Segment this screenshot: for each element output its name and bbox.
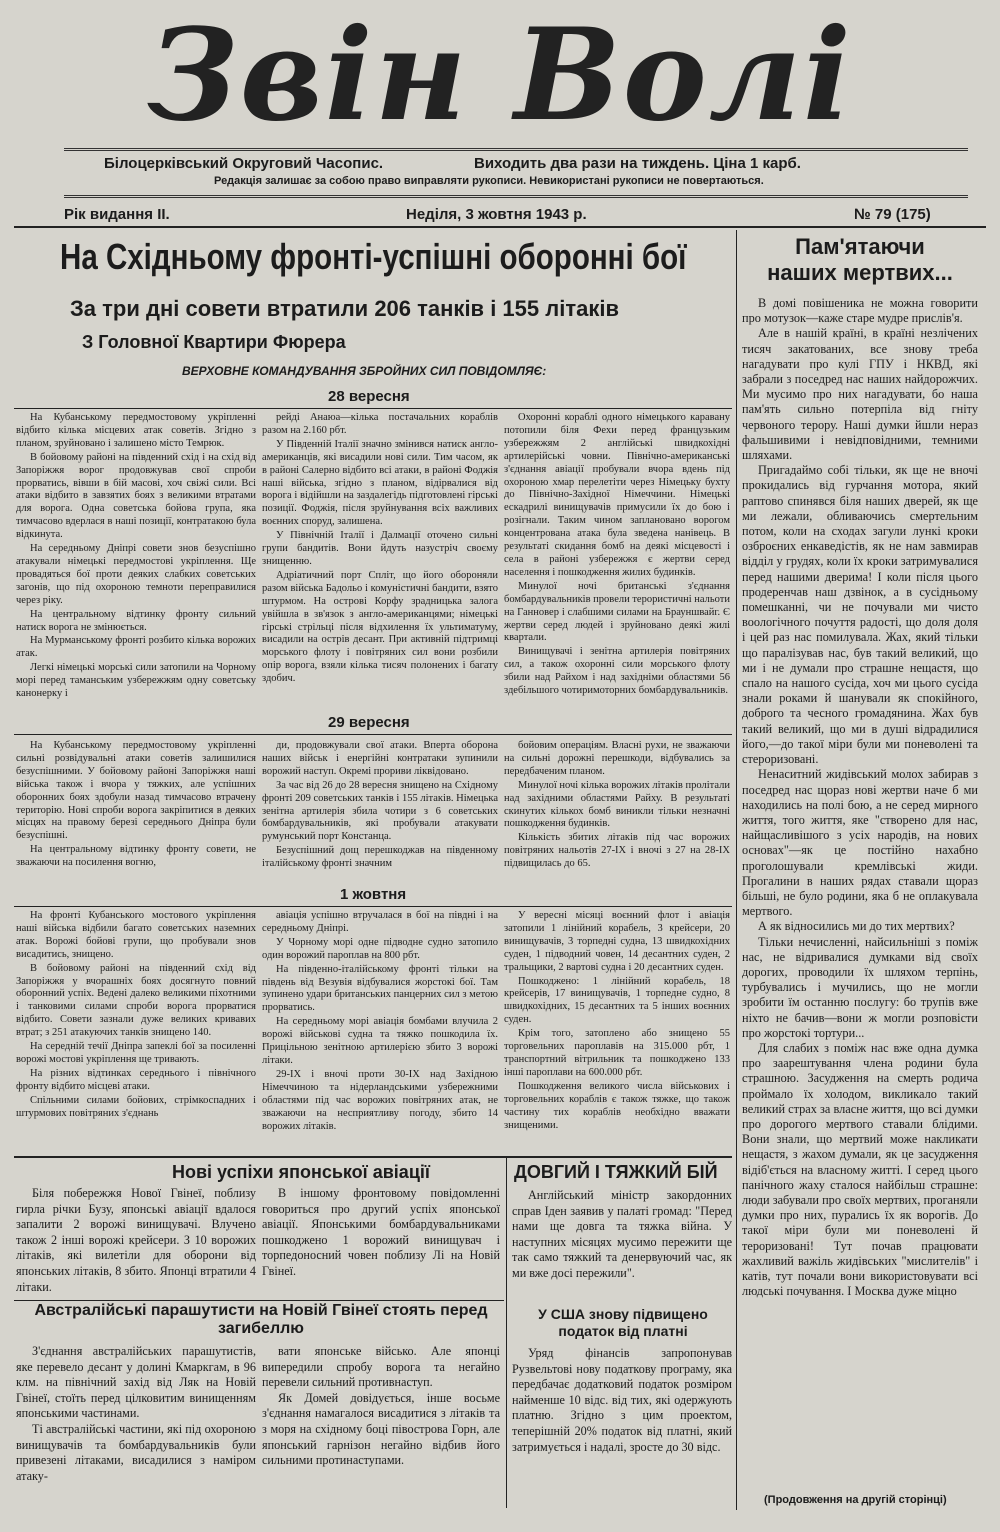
japan-headline: Нові успіхи японської авіації [172, 1162, 430, 1182]
column-divider [506, 1158, 507, 1508]
paragraph: Для слабих з поміж нас вже одна думка про заарештування члена родини була страшною. Засудження на смерть родича проймало їх холодом, викликало такий великий страх за власне життя, що всі думки про дорогого мертвого ставали блідими. Вони знали, що мертвий може накликати нещастя, з жахом думали, як це засудження відіб'ється на власному житті. І серед цього панічного жаху сталося найбільш страшне: люди забували про своїх мертвих, проганяли думки про них, пурались їх як ворогів. До такої міри були ми поневолені й тероризовані! Тут почав працювати жахливий важіль жидівських "мислителів" і катів, тут почали вони використовувати всі людські почування. І Москва дуже міцно [742, 1040, 978, 1299]
paragraph: Минулої ночі кілька ворожих літаків пролітали над західними областями Райху. В результаті скинутих кількох бомб виникли тільки незначні пошкодження будинків. [504, 779, 730, 830]
paragraph: Тільки нечисленні, найсильніші з поміж нас, не відривалися думками від своїх дорогих, проводили їх шляхом терпінь, турбувались і мучились, що не могли зробити їм останню послугу: бо трупів вже ніхто не бачив—вони ж могли розповісти про жорстокі тортури... [742, 934, 978, 1040]
main-headline: На Східньому фронті-успішні оборонні бої [60, 236, 687, 277]
long-fight-body [512, 1188, 732, 1296]
masthead-title: Звін Волі [147, 1, 853, 149]
news-column [16, 412, 256, 708]
paragraph: В іншому фронтовому повідомленні говориться про другий успіх японської авіації. Японськими бомбардувальниками пошкоджено 1 ворожий винищувач і торпедоносний човен поблизу Лі на Новій Гвінеї. [262, 1186, 500, 1278]
info-editorial-note: Редакція залишає за собою право виправляти рукописи. Невикористані рукописи не повертаються. [214, 175, 764, 187]
paragraph: Уряд фінансів запропонував Рузвельтові нову податкову програму, яка передбачає додатковий податок розміром найменше 10 відс. від тих, які одержують платню. Згідно з цим проектом, теперішній 20% податок від платні, який затримується і надалі, зросте до 30 відс. [512, 1346, 732, 1454]
paragraph: В бойовому районі на південний схід і на схід від Запоріжжя ворог продовжував свої спроби прорватись, вівши в бій масові, хоч свіжі сили. Всі атаки відбито в завзятих боях з великими втратами для ворога. Одна советська бойова група, яка тимчасово вдерлася в наші позиції, контратакою була відкинута. [16, 451, 256, 541]
paragraph: Ті австралійські частини, які під охороною винищувачів та бомбардувальників були привезені літаками, висадилися з наміром атаку- [16, 1421, 256, 1483]
paragraph: бойовим операціям. Власні рухи, не зважаючи на сильні дорожні перешкоди, відбувались за передбаченим планом. [504, 740, 730, 777]
paragraph: За час від 26 до 28 вересня знищено на Східному фронті 209 советських танків і 155 літаків. Німецька зенітна артилерія збила чотири з 6 советських бомбардувальників, які пробували атакувати румунський порт Констанца. [262, 779, 498, 843]
paragraph: Безуспішний дощ перешкоджав на південному італійському фронті значним [262, 845, 498, 870]
news-column [504, 910, 730, 1150]
info-frequency-price: Виходить два рази на тиждень. Ціна 1 карб. [474, 155, 801, 172]
usa-body [512, 1346, 732, 1514]
paragraph: У Північній Італії і Далмації оточено сильні групи бандитів. Вони йдуть назустріч своєму знищенню. [262, 530, 498, 567]
section-rule [14, 734, 732, 735]
section-rule [14, 906, 732, 907]
paragraph: Спільними силами бойових, стрімкоспадних і штурмових повітряних з'єднань [16, 1094, 256, 1119]
paragraph: Минулої ночі британські з'єднання бомбардувальників провели терористичні нальоти на Ганновер і слабшими силами на Брауншвайг. Є жертви серед людей і зруйновано деякі жилі квартали. [504, 580, 730, 644]
paragraph: Винищувачі і зенітна артилерія повітряних сил, а також охоронні сили морського флоту збили над Райхом і над західніми областями 56 здебільшого чотиримоторних бомбардувальників. [504, 646, 730, 697]
section-rule [14, 1156, 732, 1158]
long-fight-headline: ДОВГИЙ І ТЯЖКИЙ БІЙ [514, 1162, 718, 1182]
paragraph: Як Домей довідується, інше восьме з'єднання намагалося висадитися з літаків та з моря на східному боці півострова Горн, але японський гарнізон негайно відбив його сильними протинаступами. [262, 1390, 500, 1468]
issue-date: Неділя, 3 жовтня 1943 р. [406, 206, 587, 223]
main-intro: ВЕРХОВНЕ КОМАНДУВАННЯ ЗБРОЙНИХ СИЛ ПОВІДОМЛЯЄ: [182, 364, 547, 378]
paragraph: На Кубанському передмостовому укріпленні відбито кілька місцевих атак советів. Згідно з планом, зруйновано і залишено місто Темрюк. [16, 412, 256, 449]
header-rule [14, 226, 986, 228]
article-rule [14, 1300, 504, 1301]
issue-year: Рік видання II. [64, 206, 170, 223]
paragraph: Англійський міністр закордонних справ Іден заявив у палаті громад: "Перед нами ще довга та тяжка війна. У наступних місяцях мусимо пережити ще так само тяжкий та денервуючий час, як ми вже досі пережили". [512, 1188, 732, 1280]
paragraph: У вересні місяці воєнний флот і авіація затопили 1 лінійний корабель, 3 крейсери, 20 винищувачів, 3 торпедні судна, 13 швидкохідних суден, 1 підводний човен, 14 десантних суден, 2 тральщики, 2 вартові судна і 20 десантних суден. [504, 910, 730, 973]
paragraph: Адріатичний порт Спліт, що його обороняли разом війська Бадольо і комуністичні бандити, взято штурмом. На острові Корфу зрадницька залога увійшла в зв'язок з англо-американцями; німецькі гірські стрільці після відхилення їх ультиматуму, висадили на острів десант. При активній підтримці морського флоту і повітряних сил вони розбили опір ворога, взяли кілька тисяч полонених і багату здобич. [262, 569, 498, 685]
news-column [504, 412, 730, 708]
news-column [16, 740, 256, 878]
australia-body-right [262, 1344, 500, 1516]
section-date: 29 вересня [328, 714, 410, 731]
paragraph: У Чорному морі одне підводне судно затопило один ворожий пароплав на 800 рбт. [262, 936, 498, 961]
paragraph: Ненаситний жидівський молох забирав з поседред нас щораз нові жертви наче б ми находились на полі бою, а не серед мирного життя, того життя, яке "створено для нас, найщасливішого з усіх народів, на нових основах"—як це постійно нахабно проголошували кремлівські жиди. Прогалини в наших рядах ставали щораз більші, не було родини, яка б не оплакувала мертвого. [742, 767, 978, 919]
usa-headline: У США знову підвищено податок від платні [538, 1306, 708, 1339]
sidebar-headline [742, 234, 978, 286]
section-date: 1 жовтня [340, 886, 407, 903]
paragraph: Пошкоджено: 1 лінійний корабель, 18 крейсерів, 17 винищувачів, 1 торпедне судно, 8 швидкохідних, 15 десантних та 5 інших воєнних суден. [504, 975, 730, 1026]
paragraph: На південно-італійському фронті тільки на південь від Везувія відбувалися жорстокі бої. Там зупинено удари британських панцерних сил з метою прорватись. [262, 963, 498, 1014]
paragraph: З'єднання австралійських парашутистів, яке перевело десант у долині Кмаркгам, в 96 клм. на північний захід від Ляк на Новій Гвінеї, стоїть перед цілковитим винищенням японськими частинами. [16, 1344, 256, 1421]
paragraph: авіація успішно втручалася в бої на півдні і на середньому Дніпрі. [262, 910, 498, 934]
paragraph: Кількість збитих літаків під час ворожих повітряних нальотів 27-IX і вночі з 27 на 28-IX підвищилась до 65. [504, 832, 730, 870]
paragraph: На Мурманському фронті розбито кілька ворожих атак. [16, 635, 256, 660]
sidebar-title-line2: наших мертвих... [767, 260, 953, 285]
info-publisher: Білоцерківський Округовий Часопис. [104, 155, 384, 172]
news-column [504, 740, 730, 878]
issue-number: № 79 (175) [854, 206, 931, 223]
paragraph: В бойовому районі на південний схід від Запоріжжя у вчорашніх боях досягнуто повний оборонний успіх. Ведені далеко великими піхотними і танковими силами спроби ворога прорватися відбито. Совети зазнали дуже великих кривавих втрат; з 251 атакуючих танків знищено 140. [16, 962, 256, 1039]
paragraph: Пригадаймо собі тільки, як ще не вночі прокидались від гурчання мотора, який раптово спинявся біля наших дверей, як ще ми лежали, обливаючись смертельним потом, коли на сходах загули лункі кроки озброєних енкаведістів, як не нам завмирав відділ у грудях, коли їх кроки затримувалися перед нашими дверима! І коли після цього продеренчав наш дзвінок, а в сусідньому помешканні, чи не почували ми чисто воологічного почуття радості, що доля доля і цей раз нас помилувала. Жах, який тільки що паралізував нас, був такий великий, що ми і не думали про страшне нещастя, що спало на нашого сусіда, хоч ми цього сусіда знали роками й шанували як спокійного, доброго та чесного громадянина. Жах був такий великий, що ми в душі відрадилися його,—до такої міри були ми поневолені та стероризовані. [742, 463, 978, 767]
paragraph: Але в нашій країні, в країні незлічених тисяч закатованих, все знову треба нагадувати про кулі ГПУ і НКВД, які забрали з поседред нас наших найдорожчих. Ми мусимо про них нагадувати, бо наша пам'ять сильно потерпіла від гніту червоного терору. Наші думки йшли нераз фальшивими і невідповідними, темними шляхами. [742, 326, 978, 463]
paragraph: На середньому морі авіація бомбами влучила 2 ворожі військові судна та тяжко пошкодила їх. Прицільною зенітною артилерією збито 3 ворожі літаки. [262, 1016, 498, 1066]
paragraph: Крім того, затоплено або знищено 55 торговельних пароплавів на 315.000 рбт, 1 транспортний вітрильник та пошкоджено 133 інші пароплави на 600.000 рбт. [504, 1028, 730, 1078]
paragraph: Біля побережжя Нової Гвінеї, поблизу гирла річки Бузу, японські авіації вдалося запалити 2 ворожі винищувачі. Влучено також 2 інші ворожі крейсери. З 10 ворожих літаків, які вилетіли для оборони від японських літаків, 8 збито. Японці втратили 4 літаки. [16, 1186, 256, 1294]
main-subheadline: За три дні совети втратили 206 танків і 155 літаків [70, 296, 619, 321]
sidebar-article-body [742, 296, 978, 1484]
paragraph: Легкі німецькі морські сили затопили на Чорному морі перед таманським узбережжям одну советську канонерку і [16, 662, 256, 700]
paragraph: На середній течії Дніпра запеклі бої за посиленні ворожі мостові укріплення ще тривають. [16, 1041, 256, 1065]
section-rule [14, 408, 732, 409]
australia-body-left [16, 1344, 256, 1516]
paragraph: На Кубанському передмостовому укріпленні сильні розвідувальні атаки советів залишилися безуспішними. У бойовому районі Запоріжжя наші війська також і вчора у тяжких, але успішних оборонних боях здобули назад тимчасово втрачену територію. Нові спроби ворога закріпитися в деяких місцях на правому березі середнього Дніпра були безуспішні. [16, 740, 256, 842]
paragraph: На середньому Дніпрі совети знов безуспішно атакували німецькі передмостові укріплення. Ще провадяться бої проти деяких слабких советських загонів, що під охороною темноти переправилися через ріку. [16, 543, 256, 606]
paragraph: А як відносились ми до тих мертвих? [758, 919, 955, 934]
paragraph: Охоронні кораблі одного німецького каравану потопили біля Фехи перед французьким узбережжям 2 англійські швидкохідні артилерійські човни. Північно-американські з'єднання авіації пробували вчора вдень під охороною хмар перелетіти через Німецьку бухту до Північно-Західної Німеччини. Німецькі ескадрилі винищувачів примусили їх до бою і розігнали. Таким чином заплановано ворогом концентрована атака була зведена нанівець. В результаті скидання бомб на деякі місцевості і села в районі узбережжя є жертви серед населення і пошкодження жилих будинків. [504, 412, 730, 578]
paragraph: В домі повішеника не можна говорити про мотузок—каже старе мудре прислів'я. [742, 296, 978, 326]
sidebar-title-line1: Пам'ятаючи [795, 234, 925, 259]
paragraph: Пошкодження великого числа військових і торговельних кораблів є також тяжке, що також частину тих кораблів необхідно вважати знищеними. [504, 1080, 730, 1131]
paragraph: На різних відтинках середнього і північного фронту відбито місцеві атаки. [16, 1067, 256, 1092]
news-column [262, 412, 498, 708]
sidebar-continued: (Продовження на другій сторінці) [764, 1494, 947, 1506]
australia-headline: Австралійські парашутисти на Новій Гвінеї стоять перед загибеллю [34, 1302, 488, 1337]
paragraph: 29-IX і вночі проти 30-IX над Західною Німеччиною та нідерландськими узбережними областями під час ворожих повітряних атак, не зважаючи на несприятливу погоду, збито 14 ворожих літаків. [262, 1068, 498, 1132]
news-column [16, 910, 256, 1150]
news-column [262, 740, 498, 878]
paragraph: У Південній Італії значно змінився натиск англо-американців, які висадили нові сили. Тим часом, як в районі Салерно відбито всі атаки, в районі Фоджія наші війська, згідно з планом, відірвалися від ворога і відійшли на заздалегідь підготовлені гірські позиції. Фоджія, після зруйнування всіх важливих воєнних споруд, залишена. [262, 438, 498, 528]
paragraph: рейді Анаюа—кілька постачальних кораблів разом на 2.160 рбт. [262, 412, 498, 436]
japan-body-left [16, 1186, 256, 1298]
paragraph: ди, продовжували свої атаки. Вперта оборона наших військ і енергійні контратаки зупинили ворожий наступ. Окремі прориви ліквідовано. [262, 740, 498, 777]
japan-body-right [262, 1186, 500, 1298]
main-source: З Головної Квартири Фюрера [82, 332, 346, 352]
sidebar-divider [736, 230, 737, 1510]
section-date: 28 вересня [328, 388, 410, 405]
paragraph: На центральному відтинку фронту совети, не зважаючи на посилення вогню, [16, 844, 256, 869]
paragraph: На фронті Кубанського мостового укріплення наші війська відбили багато советських наземних атак. Ворожі бойові групи, що пробували знов висадитись, знищено. [16, 910, 256, 960]
news-column [262, 910, 498, 1150]
paragraph: вати японське військо. Але японці випередили спробу ворога та негайно перевели сильний противнаступ. [262, 1344, 500, 1390]
info-box [64, 148, 968, 198]
paragraph: На центральному відтинку фронту сильний натиск ворога не змінюється. [16, 608, 256, 633]
